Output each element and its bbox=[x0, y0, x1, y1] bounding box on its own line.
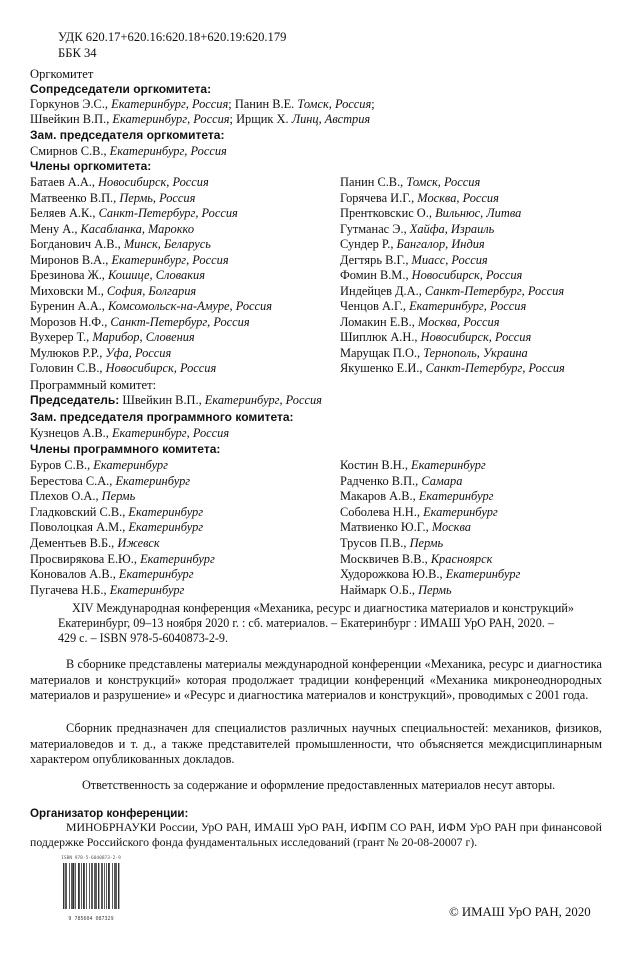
person-place: Касабланка, Марокко bbox=[80, 221, 195, 236]
citation-line-1: XIV Международная конференция «Механика, ресурс и диагностика материалов и конструкций» bbox=[72, 601, 574, 615]
member-row: Коновалов А.В., Екатеринбург bbox=[30, 567, 194, 582]
program-chair-label: Председатель: bbox=[30, 393, 120, 407]
person-name: Мену А. bbox=[30, 221, 75, 236]
member-row: Шиплюк А.Н., Новосибирск, Россия bbox=[340, 330, 532, 344]
member-row: Соболева Н.Н., Екатеринбург bbox=[340, 504, 498, 519]
member-row: Богданович А.В., Минск, Беларусь bbox=[30, 237, 211, 251]
member-row: Вухерер Т., Марибор, Словения bbox=[30, 330, 195, 344]
member-row: Буренин А.А., Комсомольск-на-Амуре, Россия bbox=[30, 299, 272, 313]
person-place: Уфа, Россия bbox=[105, 345, 172, 360]
member-row: Гутманас Э., Хайфа, Израиль bbox=[340, 221, 495, 236]
person-name: Матвеенко В.П. bbox=[30, 190, 114, 205]
citation-line-2: Екатеринбург, 09–13 ноября 2020 г. : сб. материалов. – Екатеринбург : ИМАШ УрО РАН, 2020. – bbox=[58, 616, 554, 630]
person-place: Линц, Австрия bbox=[291, 112, 371, 126]
person-name: Пугачева Н.Б. bbox=[30, 582, 104, 597]
person-place: Екатеринбург, Россия bbox=[112, 112, 230, 126]
person-place: Екатеринбург bbox=[418, 489, 494, 504]
member-row: Сундер Р., Бангалор, Индия bbox=[340, 237, 485, 251]
person-name: Швейкин В.П. bbox=[122, 393, 199, 407]
person-name: Коновалов А.В. bbox=[30, 567, 113, 582]
person-name: Берестова С.А. bbox=[30, 473, 110, 488]
person-place: Санкт-Петербург, Россия bbox=[110, 314, 250, 329]
person-place: Самара bbox=[421, 473, 463, 488]
person-name: Миховски М. bbox=[30, 283, 101, 298]
person-name: Буров С.В. bbox=[30, 458, 88, 472]
member-row: Дементьев В.Б., Ижевск bbox=[30, 536, 160, 550]
member-row: Мулюков Р.Р., Уфа, Россия bbox=[30, 345, 172, 360]
person-name: Швейкин В.П. bbox=[30, 112, 107, 126]
member-row: Батаев А.А., Новосибирск, Россия bbox=[30, 175, 209, 189]
person-name: Головин С.В. bbox=[30, 361, 100, 375]
person-place: Екатеринбург, Россия bbox=[111, 252, 229, 267]
member-row: Москвичев В.В., Красноярск bbox=[340, 551, 493, 566]
person-name: Ирщик Х. bbox=[236, 112, 289, 126]
person-place: Екатеринбург, Россия bbox=[409, 299, 527, 313]
person-place: Красноярск bbox=[430, 551, 493, 566]
person-place: Екатеринбург bbox=[118, 567, 194, 582]
barcode-digits: 9 785604 087329 bbox=[68, 916, 114, 922]
person-name: Худорожкова Ю.В. bbox=[340, 567, 440, 582]
member-row: Ломакин Е.В., Москва, Россия bbox=[340, 314, 500, 329]
member-row: Ченцов А.Г., Екатеринбург, Россия bbox=[340, 299, 527, 313]
person-name: Шиплюк А.Н. bbox=[340, 330, 415, 344]
member-row: Плехов О.А., Пермь bbox=[30, 489, 136, 504]
person-place: Пермь, Россия bbox=[119, 190, 196, 205]
person-place: Москва bbox=[431, 520, 471, 535]
member-row: Беляев А.К., Санкт-Петербург, Россия bbox=[30, 206, 238, 220]
person-place: София, Болгария bbox=[106, 283, 197, 298]
member-row: Миронов В.А., Екатеринбург, Россия bbox=[30, 252, 229, 267]
person-name: Поволоцкая А.М. bbox=[30, 520, 123, 535]
person-place: Екатеринбург, Россия bbox=[111, 426, 230, 440]
person-place: Минск, Беларусь bbox=[123, 237, 211, 251]
citation-line-3: 429 с. – ISBN 978-5-6040873-2-9. bbox=[58, 631, 228, 645]
program-members-label: Члены программного комитета: bbox=[30, 442, 221, 456]
member-row: Поволоцкая А.М., Екатеринбург bbox=[30, 520, 204, 535]
person-name: Ломакин Е.В. bbox=[340, 314, 412, 329]
org-deputy-label: Зам. председателя оргкомитета: bbox=[30, 128, 225, 142]
member-row: Индейцев Д.А., Санкт-Петербург, Россия bbox=[340, 283, 565, 298]
member-row: Пугачева Н.Б., Екатеринбург bbox=[30, 582, 185, 597]
person-name: Прентковскис О. bbox=[340, 206, 429, 220]
person-place: Хайфа, Израиль bbox=[409, 221, 495, 236]
person-name: Гладковский С.В. bbox=[30, 504, 123, 519]
person-place: Бангалор, Индия bbox=[396, 237, 485, 251]
person-name: Дементьев В.Б. bbox=[30, 536, 112, 550]
person-name: Плехов О.А. bbox=[30, 489, 96, 504]
udk-code: УДК 620.17+620.16:620.18+620.19:620.179 bbox=[58, 30, 287, 44]
org-deputy: Смирнов С.В., Екатеринбург, Россия bbox=[30, 144, 227, 158]
person-name: Батаев А.А. bbox=[30, 175, 92, 189]
person-place: Екатеринбург bbox=[445, 567, 521, 582]
person-name: Горячева И.Г. bbox=[340, 190, 412, 205]
member-row: Трусов П.В., Пермь bbox=[340, 536, 444, 550]
person-name: Ченцов А.Г. bbox=[340, 299, 403, 313]
member-row: Матвеенко В.П., Пермь, Россия bbox=[30, 190, 196, 205]
organizer-text: МИНОБРНАУКИ России, УрО РАН, ИМАШ УрО РАН, ИФПМ СО РАН, ИФМ УрО РАН при финансовой поддержке Российского фонда фундаментальных исследований (грант № 20-08-20007 г). bbox=[30, 820, 602, 849]
person-name: Макаров А.В. bbox=[340, 489, 413, 504]
person-name: Брезинова Ж. bbox=[30, 268, 102, 282]
member-row: Панин С.В., Томск, Россия bbox=[340, 175, 481, 189]
member-row: Костин В.Н., Екатеринбург bbox=[340, 458, 486, 472]
bbk-code: ББК 34 bbox=[58, 46, 97, 60]
program-chair: Председатель: Швейкин В.П., Екатеринбург, Россия bbox=[30, 393, 322, 407]
person-name: Матвиенко Ю.Г. bbox=[340, 520, 426, 535]
person-name: Просвирякова Е.Ю. bbox=[30, 551, 134, 566]
person-place: Вильнюс, Литва bbox=[435, 206, 522, 220]
person-name: Сундер Р. bbox=[340, 237, 391, 251]
member-row: Макаров А.В., Екатеринбург bbox=[340, 489, 494, 504]
person-place: Новосибирск, Россия bbox=[420, 330, 532, 344]
person-name: Буренин А.А. bbox=[30, 299, 102, 313]
member-row: Наймарк О.Б., Пермь bbox=[340, 582, 452, 597]
cochairs-label: Сопредседатели оргкомитета: bbox=[30, 82, 212, 96]
person-place: Москва, Россия bbox=[417, 314, 500, 329]
member-row: Головин С.В., Новосибирск, Россия bbox=[30, 361, 217, 375]
person-place: Новосибирск, Россия bbox=[411, 268, 523, 282]
person-place: Екатеринбург bbox=[93, 458, 168, 472]
person-name: Гутманас Э. bbox=[340, 221, 404, 236]
person-name: Смирнов С.В. bbox=[30, 144, 104, 158]
member-row: Матвиенко Ю.Г., Москва bbox=[340, 520, 471, 535]
person-name: Морозов Н.Ф. bbox=[30, 314, 105, 329]
person-place: Екатеринбург bbox=[411, 458, 486, 472]
person-name: Панин В.Е. bbox=[234, 97, 295, 111]
copyright: © ИМАШ УрО РАН, 2020 bbox=[449, 905, 591, 919]
member-row: Фомин В.М., Новосибирск, Россия bbox=[340, 268, 523, 282]
program-deputy-label: Зам. председателя программного комитета: bbox=[30, 410, 294, 424]
member-row: Якушенко Е.И., Санкт-Петербург, Россия bbox=[340, 361, 565, 375]
member-row: Буров С.В., Екатеринбург bbox=[30, 458, 168, 472]
person-name: Беляев А.К. bbox=[30, 206, 93, 220]
orgcommittee-title: Оргкомитет bbox=[30, 67, 94, 81]
person-name: Индейцев Д.А. bbox=[340, 283, 419, 298]
person-place: Пермь bbox=[409, 536, 444, 550]
person-place: Томск, Россия bbox=[406, 175, 481, 189]
person-name: Костин В.Н. bbox=[340, 458, 405, 472]
person-place: Санкт-Петербург, Россия bbox=[425, 361, 565, 375]
person-name: Якушенко Е.И. bbox=[340, 361, 420, 375]
person-name: Радченко В.П. bbox=[340, 473, 416, 488]
person-place: Санкт-Петербург, Россия bbox=[98, 206, 238, 220]
isbn-barcode bbox=[60, 856, 122, 920]
person-place: Новосибирск, Россия bbox=[105, 361, 217, 375]
cochairs-line-2: Швейкин В.П., Екатеринбург, Россия; Ирщик Х. Линц, Австрия bbox=[30, 112, 371, 126]
person-place: Пермь bbox=[418, 582, 452, 597]
person-place: Марибор, Словения bbox=[92, 330, 195, 344]
person-place: Екатеринбург bbox=[128, 504, 204, 519]
person-place: Екатеринбург bbox=[128, 520, 204, 535]
program-committee-title: Программный комитет: bbox=[30, 378, 157, 392]
barcode-isbn-caption: ISBN 978-5-6040873-2-9 bbox=[61, 856, 121, 861]
member-row: Худорожкова Ю.В., Екатеринбург bbox=[340, 567, 521, 582]
member-row: Гладковский С.В., Екатеринбург bbox=[30, 504, 204, 519]
person-place: Ижевск bbox=[117, 536, 160, 550]
member-row: Миховски М., София, Болгария bbox=[30, 283, 197, 298]
member-row: Прентковскис О., Вильнюс, Литва bbox=[340, 206, 522, 220]
person-name: Фомин В.М. bbox=[340, 268, 406, 282]
person-place: Миасс, Россия bbox=[411, 252, 488, 267]
person-name: Кузнецов А.В. bbox=[30, 426, 106, 440]
member-row: Просвирякова Е.Ю., Екатеринбург bbox=[30, 551, 215, 566]
person-place: Екатеринбург, Россия bbox=[111, 97, 229, 111]
org-members-label: Члены оргкомитета: bbox=[30, 159, 152, 173]
person-place: Тернополь, Украина bbox=[423, 345, 528, 360]
person-name: Москвичев В.В. bbox=[340, 551, 425, 566]
person-place: Новосибирск, Россия bbox=[98, 175, 209, 189]
abstract-paragraph-2: Сборник предназначен для специалистов различных научных специальностей: механиков, физиков, материаловедов и т. д., а также представителей промышленности, что объясняется междисциплинарным характером опубликованных докладов. bbox=[30, 721, 602, 766]
barcode-icon bbox=[60, 861, 122, 913]
person-place: Екатеринбург, Россия bbox=[204, 393, 322, 407]
member-row: Морозов Н.Ф., Санкт-Петербург, Россия bbox=[30, 314, 250, 329]
person-name: Горкунов Э.С. bbox=[30, 97, 105, 111]
member-row: Дегтярь В.Г., Миасс, Россия bbox=[340, 252, 488, 267]
person-place: Кошице, Словакия bbox=[108, 268, 205, 282]
person-name: Трусов П.В. bbox=[340, 536, 404, 550]
organizer-label: Организатор конференции: bbox=[30, 807, 189, 820]
person-place: Томск, Россия bbox=[297, 97, 372, 111]
responsibility-note: Ответственность за содержание и оформление предоставленных материалов несут авторы. bbox=[82, 778, 556, 792]
person-place: Москва, Россия bbox=[417, 190, 499, 205]
member-row: Брезинова Ж., Кошице, Словакия bbox=[30, 268, 205, 282]
person-name: Богданович А.В. bbox=[30, 237, 118, 251]
person-name: Панин С.В. bbox=[340, 175, 401, 189]
person-place: Комсомольск-на-Амуре, Россия bbox=[107, 299, 272, 313]
person-name: Дегтярь В.Г. bbox=[340, 252, 406, 267]
person-place: Екатеринбург bbox=[423, 504, 498, 519]
person-name: Вухерер Т. bbox=[30, 330, 87, 344]
person-place: Екатеринбург bbox=[109, 582, 185, 597]
cochairs-line-1: Горкунов Э.С., Екатеринбург, Россия; Панин В.Е. Томск, Россия; bbox=[30, 97, 375, 111]
member-row: Берестова С.А., Екатеринбург bbox=[30, 473, 191, 488]
person-place: Екатеринбург, Россия bbox=[109, 144, 227, 158]
abstract-paragraph-1: В сборнике представлены материалы международной конференции «Механика, ресурс и диагностика материалов и конструкций» которая продолжает традиции конференций «Механика микронеоднородных материалов и разрушение» и «Ресурс и диагностика материалов и конструкций», проводимых с 2001 года. bbox=[30, 657, 602, 702]
person-place: Санкт-Петербург, Россия bbox=[424, 283, 565, 298]
person-place: Екатеринбург bbox=[140, 551, 215, 566]
member-row: Радченко В.П., Самара bbox=[340, 473, 463, 488]
member-row: Марущак П.О., Тернополь, Украина bbox=[340, 345, 528, 360]
person-place: Екатеринбург bbox=[115, 473, 191, 488]
program-deputy: Кузнецов А.В., Екатеринбург, Россия bbox=[30, 426, 230, 440]
person-name: Мулюков Р.Р. bbox=[30, 345, 100, 360]
person-name: Марущак П.О. bbox=[340, 345, 417, 360]
person-place: Пермь bbox=[101, 489, 136, 504]
person-name: Миронов В.А. bbox=[30, 252, 106, 267]
person-name: Наймарк О.Б. bbox=[340, 582, 412, 597]
member-row: Горячева И.Г., Москва, Россия bbox=[340, 190, 499, 205]
member-row: Мену А., Касабланка, Марокко bbox=[30, 221, 195, 236]
person-name: Соболева Н.Н. bbox=[340, 504, 417, 519]
